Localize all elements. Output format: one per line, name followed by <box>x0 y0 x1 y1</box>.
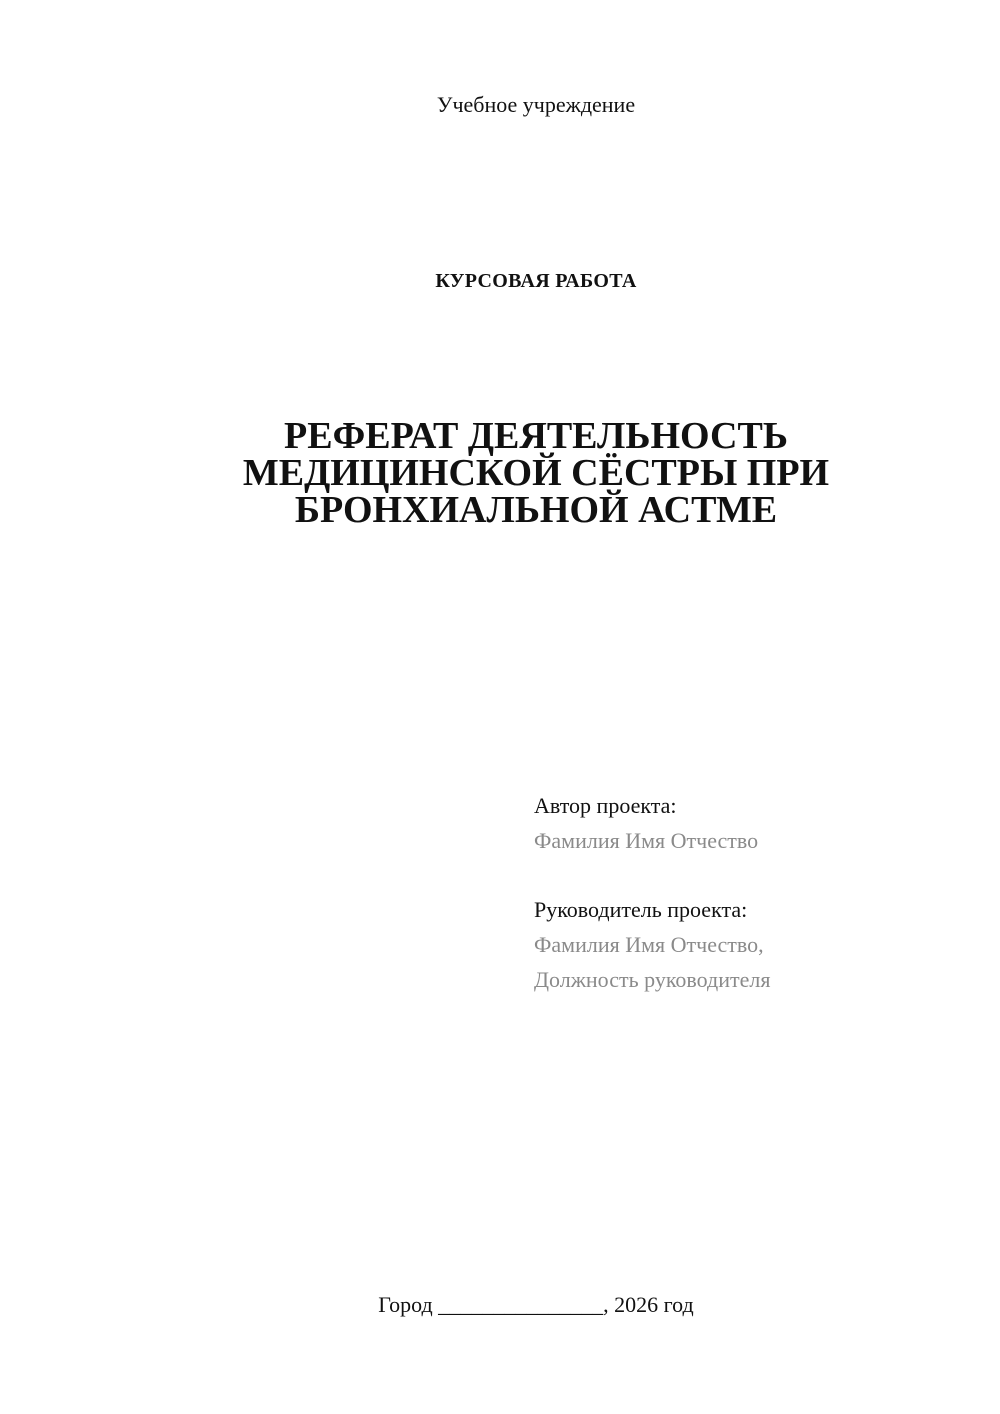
author-name: Фамилия Имя Отчество <box>534 828 759 853</box>
supervisor-position: Должность руководителя <box>534 967 771 992</box>
title-line: МЕДИЦИНСКОЙ СЁСТРЫ ПРИ <box>242 452 830 494</box>
spacer <box>534 858 974 892</box>
title-line: БРОНХИАЛЬНОЙ АСТМЕ <box>294 489 778 531</box>
author-label: Автор проекта: <box>534 793 677 818</box>
title-line: РЕФЕРАТ ДЕЯТЕЛЬНОСТЬ <box>284 415 788 457</box>
supervisor-name: Фамилия Имя Отчество, <box>534 932 764 957</box>
supervisor-label: Руководитель проекта: <box>534 897 748 922</box>
institution-name: Учебное учреждение <box>436 92 636 117</box>
document-title <box>200 415 872 531</box>
city-year-line: Город _______________, 2026 год <box>378 1292 694 1317</box>
document-type: КУРСОВАЯ РАБОТА <box>435 270 637 292</box>
authors-block <box>534 788 974 997</box>
